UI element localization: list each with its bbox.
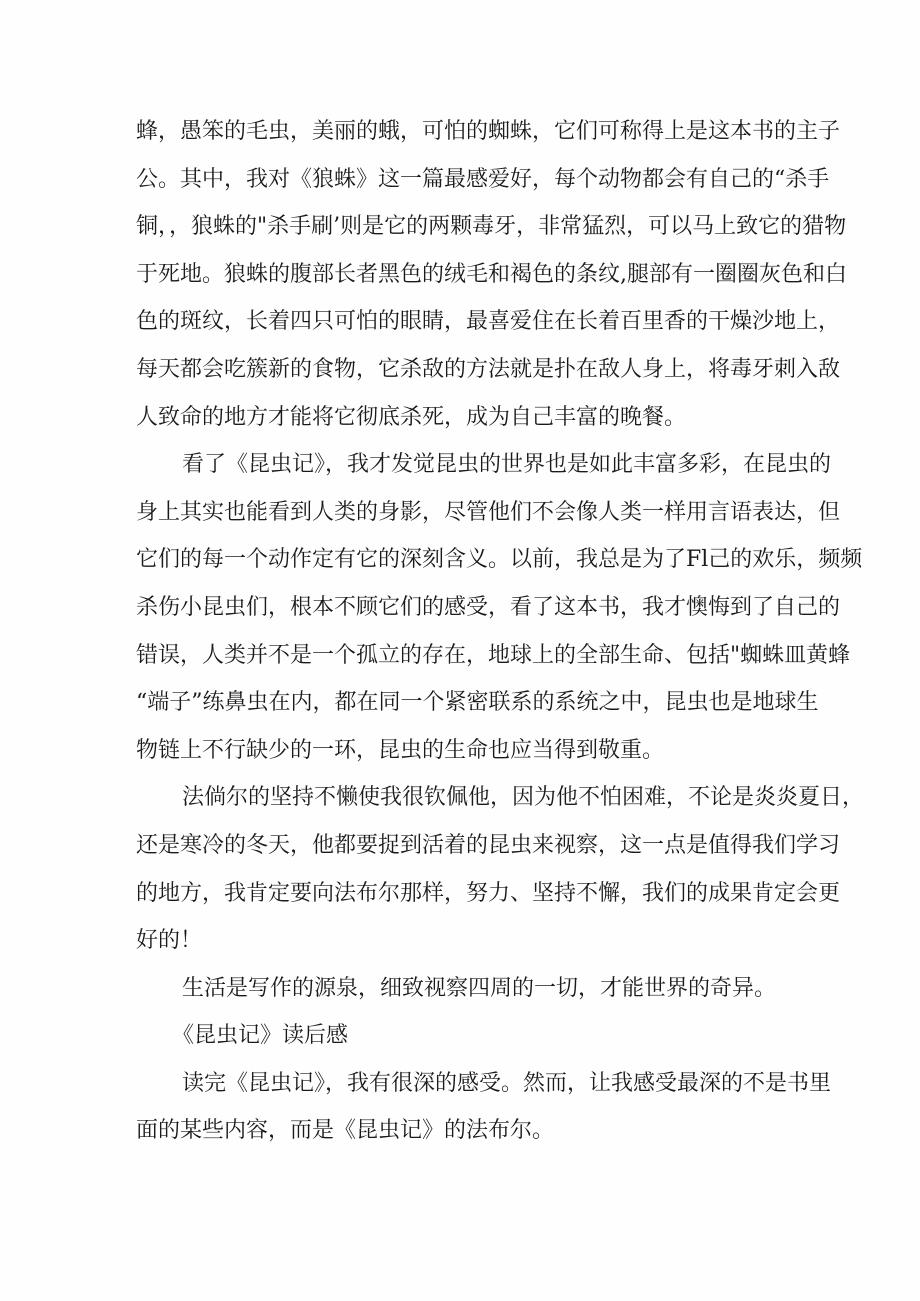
text-line: “端子”练鼻虫在内，都在同一个紧密联系的系统之中，昆虫也是地球生 [136,690,819,716]
text-line: 人致命的地方才能将它彻底杀死，成为自己丰富的晚餐。 [136,404,687,430]
paragraph-spider [136,108,847,441]
text-line: 生活是写作的源泉，细致视察四周的一切，才能世界的奇异。 [182,975,777,1001]
text-line: 面的某些内容，而是《昆虫记》的法布尔。 [136,1118,555,1144]
section-title [136,1012,792,1060]
text-line: 身上其实也能看到人类的身影，尽管他们不会像人类一样用言语表达，但 [136,499,841,525]
text-line: 错误，人类并不是一个孤立的存在，地球上的全部生命、包括"蜘蛛皿黄蜂 [136,642,851,668]
section-heading: 《昆虫记》读后感 [172,1023,349,1049]
text-line: 杀伤小昆虫们，根本不顾它们的感受，看了这本书，我才懊悔到了自己的 [136,594,841,620]
text-line: 它们的每一个动作定有它的深刻含义。以前，我总是为了Fl己的欢乐，频频 [136,547,863,573]
text-line: 每天都会吃簇新的食物，它杀敌的方法就是扑在敌人身上，将毒牙刺入敌 [136,356,841,382]
text-line: 色的斑纹，长着四只可怕的眼睛，最喜爱住在长着百里香的干燥沙地上， [136,309,841,335]
text-line: 于死地。狼蛛的腹部长者黑色的绒毛和褐色的条纹,腿部有一圈圈灰色和白 [136,261,847,287]
text-line: 铜，，狼蛛的"杀手刷’则是它的两颗毒牙，非常猛烈，可以马上致它的猎物 [136,214,847,240]
text-line: 好的！ [136,928,203,954]
text-line: 法倘尔的坚持不懒使我很钦佩他，因为他不怕困难，不论是炎炎夏日， [182,785,865,811]
text-line: 公。其中，我对《狼蛛》这一篇最感爱好，每个动物都会有自己的“杀手 [136,166,830,192]
document-body [136,108,865,1155]
text-line: 还是寒冷的冬天，他都要捉到活着的昆虫来视察，这一点是值得我们学习 [136,832,841,858]
paragraph-reading-reflection [136,1060,832,1155]
text-line: 的地方，我肯定要向法布尔那样，努力、坚持不懈，我们的成果肯定会更 [136,880,841,906]
text-line: 蜂，愚笨的毛虫，美丽的蛾，可怕的蜘蛛，它们可称得上是这本书的主子 [136,119,841,144]
text-line: 物链上不行缺少的一环，昆虫的生命也应当得到敬重。 [136,737,665,763]
text-line: 读完《昆虫记》，我有很深的感受。然而，让我感受最深的不是书里 [182,1070,832,1096]
text-line: 看了《昆虫记》，我才发觉昆虫的世界也是如此丰富多彩，在昆虫的 [182,452,832,478]
paragraph-fabre-perseverance [136,774,865,964]
paragraph-life-source [136,965,792,1013]
paragraph-insect-world [136,441,863,774]
